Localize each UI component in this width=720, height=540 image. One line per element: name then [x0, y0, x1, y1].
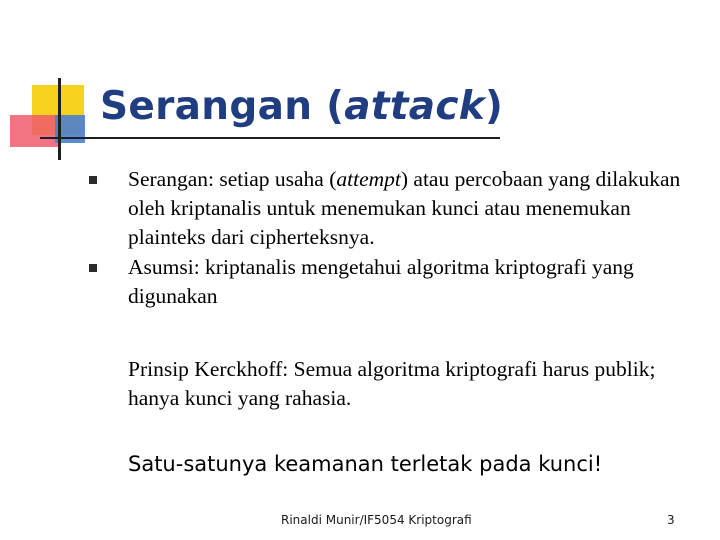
bullet-marker-1	[89, 176, 97, 184]
bullet-text-2: Asumsi: kriptanalis mengetahui algoritma kriptografi yang digunakan	[128, 255, 634, 308]
bullet-1-text-b: ) atau percobaan yang dilakukan oleh kriptanalis untuk menemukan kunci atau menemukan plainteks dari cipherteksnya.	[128, 167, 681, 249]
bullet-1-italic: attempt	[336, 167, 401, 191]
title-divider	[40, 137, 500, 139]
logo-red-square	[10, 115, 58, 147]
slide-title-close: )	[485, 84, 504, 129]
closing-statement: Satu-satunya keamanan terletak pada kunci!	[128, 452, 603, 476]
principle-text: : Semua algoritma kriptografi harus publik; hanya kunci yang rahasia.	[128, 357, 656, 410]
principle-paragraph	[128, 355, 698, 413]
logo-vertical-line	[58, 78, 61, 160]
principle-term: Prinsip Kerckhoff	[128, 357, 283, 381]
bullet-1-text-a: : setiap usaha (	[208, 167, 337, 191]
bullet-text-1	[128, 165, 698, 252]
footer-author-course: Rinaldi Munir/IF5054 Kriptografi	[281, 513, 472, 527]
bullet-1-term: Serangan	[128, 167, 208, 191]
slide-title	[100, 84, 503, 129]
slide-title-italic: attack	[344, 84, 486, 129]
footer-page-number: 3	[667, 513, 675, 527]
bullet-marker-2	[89, 264, 97, 272]
slide-title-main: Serangan (	[100, 84, 345, 129]
